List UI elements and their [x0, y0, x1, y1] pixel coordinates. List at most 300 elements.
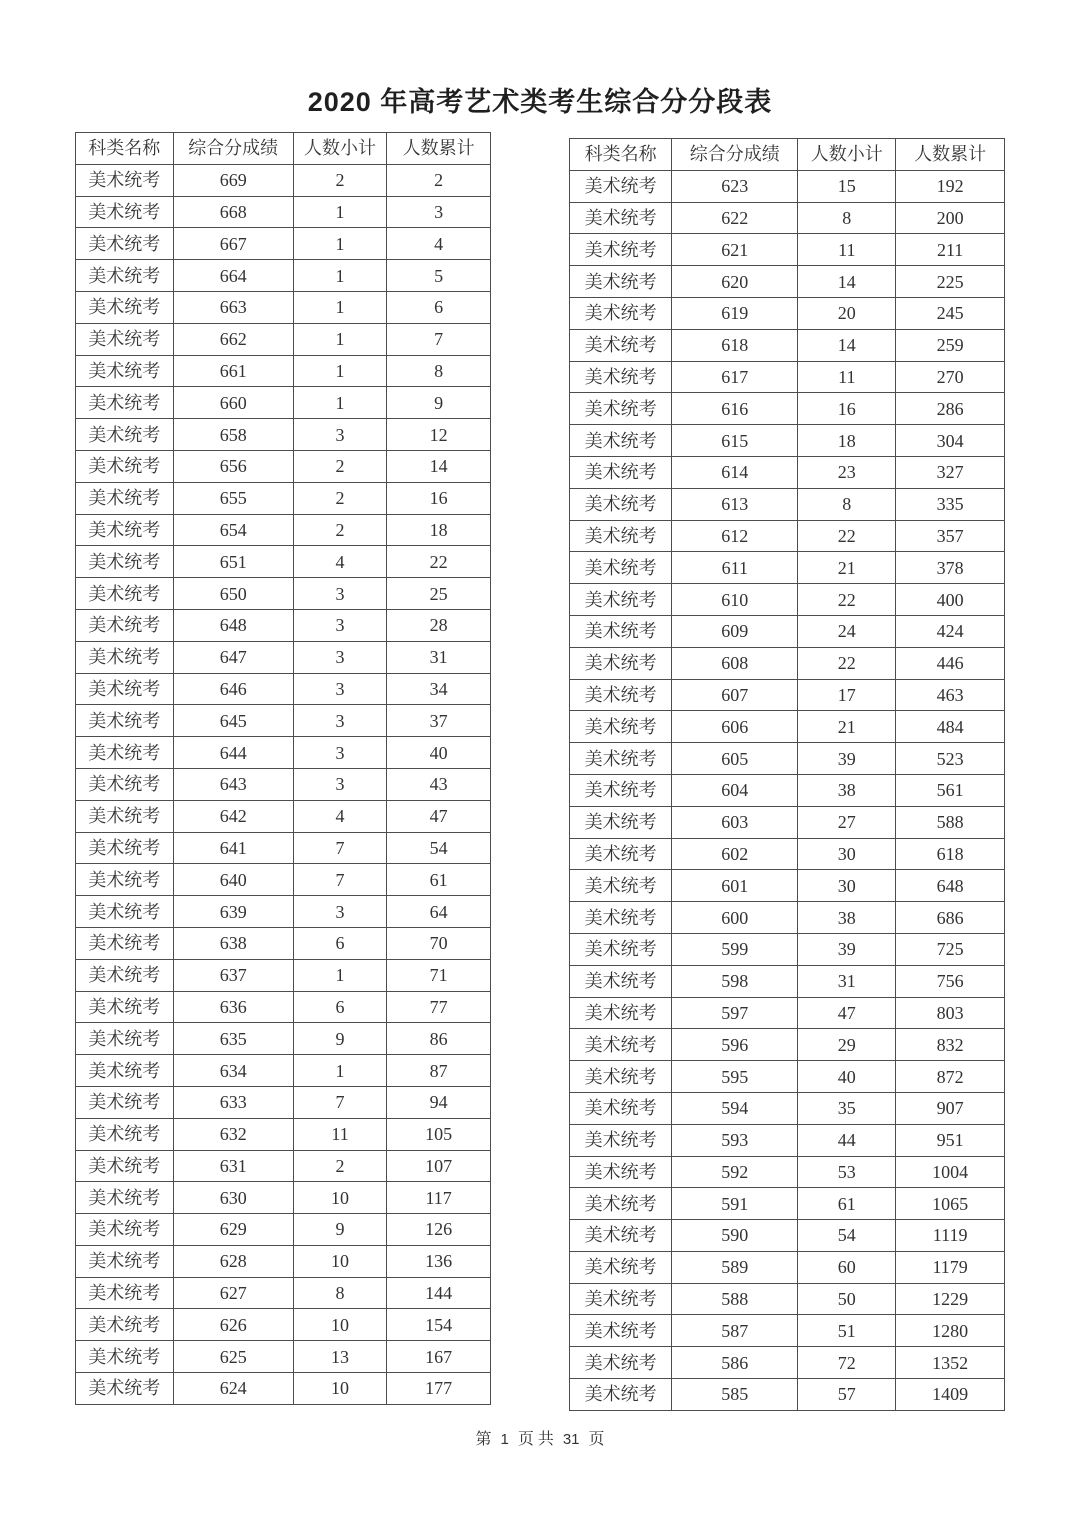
cell-subtotal: 1	[293, 196, 386, 228]
cell-score: 650	[173, 578, 293, 610]
cell-score: 646	[173, 673, 293, 705]
table-row	[570, 679, 1005, 711]
table-row	[570, 234, 1005, 266]
cell-subtotal: 39	[798, 933, 896, 965]
cell-cumulative: 71	[387, 959, 491, 991]
cell-category: 美术统考	[570, 838, 672, 870]
cell-cumulative: 270	[896, 361, 1005, 393]
cell-category: 美术统考	[76, 896, 174, 928]
cell-score: 620	[672, 266, 798, 298]
cell-score: 598	[672, 965, 798, 997]
table-row	[76, 896, 491, 928]
cell-cumulative: 144	[387, 1277, 491, 1309]
cell-subtotal: 3	[293, 578, 386, 610]
cell-category: 美术统考	[570, 1379, 672, 1411]
cell-cumulative: 225	[896, 266, 1005, 298]
cell-subtotal: 17	[798, 679, 896, 711]
table-row	[76, 164, 491, 196]
cell-score: 632	[173, 1118, 293, 1150]
cell-cumulative: 167	[387, 1341, 491, 1373]
cell-score: 662	[173, 323, 293, 355]
table-row	[76, 832, 491, 864]
cell-subtotal: 9	[293, 1023, 386, 1055]
cell-subtotal: 6	[293, 927, 386, 959]
table-row	[570, 552, 1005, 584]
cell-score: 607	[672, 679, 798, 711]
cell-score: 585	[672, 1379, 798, 1411]
cell-score: 601	[672, 870, 798, 902]
table-row	[76, 1341, 491, 1373]
cell-subtotal: 3	[293, 737, 386, 769]
cell-subtotal: 54	[798, 1220, 896, 1252]
table-row	[76, 323, 491, 355]
cell-cumulative: 424	[896, 615, 1005, 647]
cell-category: 美术统考	[570, 1092, 672, 1124]
cell-category: 美术统考	[76, 419, 174, 451]
cell-score: 618	[672, 329, 798, 361]
cell-score: 664	[173, 260, 293, 292]
cell-score: 592	[672, 1156, 798, 1188]
cell-score: 600	[672, 902, 798, 934]
cell-score: 633	[173, 1086, 293, 1118]
cell-category: 美术统考	[570, 965, 672, 997]
cell-cumulative: 8	[387, 355, 491, 387]
cell-score: 599	[672, 933, 798, 965]
table-row	[76, 959, 491, 991]
table-row	[570, 361, 1005, 393]
cell-subtotal: 18	[798, 425, 896, 457]
cell-category: 美术统考	[570, 711, 672, 743]
cell-score: 651	[173, 546, 293, 578]
cell-score: 619	[672, 297, 798, 329]
current-page-number: 1	[500, 1430, 509, 1448]
table-row	[76, 609, 491, 641]
cell-score: 642	[173, 800, 293, 832]
cell-subtotal: 3	[293, 896, 386, 928]
cell-cumulative: 94	[387, 1086, 491, 1118]
cell-score: 609	[672, 615, 798, 647]
cell-subtotal: 2	[293, 482, 386, 514]
cell-category: 美术统考	[76, 450, 174, 482]
header-subtotal: 人数小计	[798, 139, 896, 171]
cell-cumulative: 803	[896, 997, 1005, 1029]
cell-score: 669	[173, 164, 293, 196]
cell-score: 615	[672, 425, 798, 457]
cell-cumulative: 907	[896, 1092, 1005, 1124]
cell-subtotal: 57	[798, 1379, 896, 1411]
cell-cumulative: 1119	[896, 1220, 1005, 1252]
table-row	[570, 1156, 1005, 1188]
table-row	[570, 266, 1005, 298]
cell-subtotal: 14	[798, 329, 896, 361]
cell-subtotal: 44	[798, 1124, 896, 1156]
cell-cumulative: 648	[896, 870, 1005, 902]
table-row	[570, 1379, 1005, 1411]
cell-score: 661	[173, 355, 293, 387]
cell-subtotal: 7	[293, 832, 386, 864]
table-row	[76, 419, 491, 451]
cell-subtotal: 6	[293, 991, 386, 1023]
cell-category: 美术统考	[570, 266, 672, 298]
page-title: 2020 年高考艺术类考生综合分分段表	[307, 87, 773, 117]
cell-score: 626	[173, 1309, 293, 1341]
cell-category: 美术统考	[76, 991, 174, 1023]
cell-cumulative: 6	[387, 291, 491, 323]
cell-subtotal: 1	[293, 291, 386, 323]
cell-category: 美术统考	[76, 323, 174, 355]
cell-subtotal: 4	[293, 546, 386, 578]
cell-cumulative: 54	[387, 832, 491, 864]
table-row	[76, 514, 491, 546]
table-row	[570, 870, 1005, 902]
cell-cumulative: 34	[387, 673, 491, 705]
cell-subtotal: 1	[293, 355, 386, 387]
cell-subtotal: 3	[293, 768, 386, 800]
cell-subtotal: 10	[293, 1309, 386, 1341]
cell-score: 629	[173, 1214, 293, 1246]
cell-category: 美术统考	[570, 361, 672, 393]
cell-subtotal: 1	[293, 387, 386, 419]
cell-subtotal: 29	[798, 1029, 896, 1061]
cell-score: 624	[173, 1373, 293, 1405]
cell-cumulative: 446	[896, 647, 1005, 679]
cell-category: 美术统考	[76, 291, 174, 323]
table-row	[570, 1061, 1005, 1093]
cell-category: 美术统考	[76, 737, 174, 769]
table-row	[570, 1315, 1005, 1347]
cell-subtotal: 15	[798, 170, 896, 202]
table-row	[76, 228, 491, 260]
cell-subtotal: 22	[798, 584, 896, 616]
table-row	[570, 774, 1005, 806]
cell-score: 586	[672, 1347, 798, 1379]
header-subtotal: 人数小计	[293, 133, 386, 165]
cell-cumulative: 1352	[896, 1347, 1005, 1379]
table-row	[570, 520, 1005, 552]
cell-category: 美术统考	[570, 456, 672, 488]
cell-category: 美术统考	[570, 520, 672, 552]
table-row	[76, 260, 491, 292]
header-cumulative: 人数累计	[387, 133, 491, 165]
cell-category: 美术统考	[76, 1150, 174, 1182]
cell-category: 美术统考	[570, 584, 672, 616]
cell-subtotal: 8	[798, 202, 896, 234]
cell-subtotal: 3	[293, 641, 386, 673]
cell-score: 616	[672, 393, 798, 425]
table-row	[76, 578, 491, 610]
table-row	[76, 387, 491, 419]
cell-cumulative: 561	[896, 774, 1005, 806]
table-row	[570, 456, 1005, 488]
cell-score: 637	[173, 959, 293, 991]
cell-score: 648	[173, 609, 293, 641]
cell-subtotal: 10	[293, 1373, 386, 1405]
cell-cumulative: 64	[387, 896, 491, 928]
cell-score: 596	[672, 1029, 798, 1061]
cell-score: 627	[173, 1277, 293, 1309]
cell-score: 654	[173, 514, 293, 546]
cell-subtotal: 1	[293, 260, 386, 292]
tables-container	[0, 132, 1080, 1411]
table-row	[570, 425, 1005, 457]
cell-category: 美术统考	[570, 329, 672, 361]
cell-category: 美术统考	[570, 902, 672, 934]
cell-cumulative: 177	[387, 1373, 491, 1405]
cell-cumulative: 86	[387, 1023, 491, 1055]
cell-cumulative: 335	[896, 488, 1005, 520]
cell-score: 602	[672, 838, 798, 870]
table-row	[76, 450, 491, 482]
table-row	[76, 1150, 491, 1182]
cell-category: 美术统考	[76, 260, 174, 292]
cell-cumulative: 31	[387, 641, 491, 673]
cell-category: 美术统考	[76, 514, 174, 546]
cell-subtotal: 1	[293, 323, 386, 355]
table-row	[76, 1214, 491, 1246]
table-row	[570, 902, 1005, 934]
cell-cumulative: 872	[896, 1061, 1005, 1093]
cell-score: 644	[173, 737, 293, 769]
cell-subtotal: 11	[293, 1118, 386, 1150]
table-row	[76, 641, 491, 673]
cell-subtotal: 1	[293, 959, 386, 991]
table-row	[570, 1092, 1005, 1124]
table-row	[570, 615, 1005, 647]
cell-category: 美术统考	[570, 488, 672, 520]
cell-cumulative: 523	[896, 743, 1005, 775]
table-header	[76, 133, 491, 165]
table-row	[570, 743, 1005, 775]
cell-subtotal: 61	[798, 1188, 896, 1220]
cell-category: 美术统考	[570, 1283, 672, 1315]
table-row	[76, 705, 491, 737]
table-row	[570, 329, 1005, 361]
cell-score: 594	[672, 1092, 798, 1124]
cell-subtotal: 20	[798, 297, 896, 329]
cell-cumulative: 5	[387, 260, 491, 292]
table-body-right	[570, 170, 1005, 1410]
cell-cumulative: 77	[387, 991, 491, 1023]
cell-cumulative: 686	[896, 902, 1005, 934]
cell-score: 634	[173, 1055, 293, 1087]
cell-cumulative: 70	[387, 927, 491, 959]
cell-subtotal: 22	[798, 520, 896, 552]
cell-category: 美术统考	[76, 1182, 174, 1214]
cell-category: 美术统考	[570, 1156, 672, 1188]
cell-cumulative: 1229	[896, 1283, 1005, 1315]
cell-category: 美术统考	[570, 1029, 672, 1061]
header-category: 科类名称	[570, 139, 672, 171]
cell-subtotal: 13	[293, 1341, 386, 1373]
cell-category: 美术统考	[570, 806, 672, 838]
cell-subtotal: 1	[293, 1055, 386, 1087]
page-footer	[0, 1426, 1080, 1449]
table-row	[570, 1124, 1005, 1156]
cell-subtotal: 24	[798, 615, 896, 647]
cell-score: 635	[173, 1023, 293, 1055]
cell-cumulative: 832	[896, 1029, 1005, 1061]
table-row	[570, 1188, 1005, 1220]
cell-category: 美术统考	[76, 578, 174, 610]
cell-subtotal: 53	[798, 1156, 896, 1188]
table-row	[76, 927, 491, 959]
cell-score: 606	[672, 711, 798, 743]
cell-cumulative: 211	[896, 234, 1005, 266]
cell-cumulative: 25	[387, 578, 491, 610]
cell-subtotal: 14	[798, 266, 896, 298]
cell-cumulative: 12	[387, 419, 491, 451]
cell-cumulative: 304	[896, 425, 1005, 457]
cell-subtotal: 10	[293, 1245, 386, 1277]
cell-subtotal: 10	[293, 1182, 386, 1214]
cell-score: 593	[672, 1124, 798, 1156]
cell-subtotal: 8	[293, 1277, 386, 1309]
cell-cumulative: 951	[896, 1124, 1005, 1156]
cell-score: 643	[173, 768, 293, 800]
cell-category: 美术统考	[76, 673, 174, 705]
cell-category: 美术统考	[570, 1347, 672, 1379]
cell-category: 美术统考	[76, 1373, 174, 1405]
cell-subtotal: 38	[798, 774, 896, 806]
cell-score: 614	[672, 456, 798, 488]
cell-score: 631	[173, 1150, 293, 1182]
cell-score: 587	[672, 1315, 798, 1347]
cell-category: 美术统考	[570, 615, 672, 647]
cell-subtotal: 2	[293, 164, 386, 196]
cell-subtotal: 39	[798, 743, 896, 775]
cell-subtotal: 3	[293, 673, 386, 705]
table-row	[76, 1055, 491, 1087]
table-row	[76, 737, 491, 769]
table-row	[76, 1182, 491, 1214]
cell-cumulative: 9	[387, 387, 491, 419]
cell-category: 美术统考	[570, 297, 672, 329]
cell-score: 628	[173, 1245, 293, 1277]
cell-cumulative: 245	[896, 297, 1005, 329]
header-row	[570, 139, 1005, 171]
table-row	[76, 864, 491, 896]
cell-category: 美术统考	[76, 546, 174, 578]
cell-category: 美术统考	[76, 1309, 174, 1341]
table-row	[76, 1086, 491, 1118]
cell-subtotal: 2	[293, 1150, 386, 1182]
table-row	[570, 838, 1005, 870]
cell-subtotal: 21	[798, 552, 896, 584]
cell-category: 美术统考	[570, 1124, 672, 1156]
cell-cumulative: 126	[387, 1214, 491, 1246]
footer-mid: 页 共	[517, 1430, 554, 1448]
table-row	[76, 1277, 491, 1309]
table-row	[76, 1373, 491, 1405]
cell-subtotal: 72	[798, 1347, 896, 1379]
cell-subtotal: 16	[798, 393, 896, 425]
cell-score: 621	[672, 234, 798, 266]
cell-category: 美术统考	[570, 393, 672, 425]
cell-cumulative: 40	[387, 737, 491, 769]
cell-score: 656	[173, 450, 293, 482]
cell-score: 647	[173, 641, 293, 673]
cell-subtotal: 38	[798, 902, 896, 934]
cell-cumulative: 327	[896, 456, 1005, 488]
table-row	[76, 1023, 491, 1055]
cell-cumulative: 16	[387, 482, 491, 514]
cell-score: 655	[173, 482, 293, 514]
cell-cumulative: 756	[896, 965, 1005, 997]
cell-score: 612	[672, 520, 798, 552]
cell-subtotal: 3	[293, 609, 386, 641]
cell-subtotal: 27	[798, 806, 896, 838]
cell-category: 美术统考	[570, 933, 672, 965]
cell-subtotal: 35	[798, 1092, 896, 1124]
cell-score: 668	[173, 196, 293, 228]
cell-subtotal: 51	[798, 1315, 896, 1347]
cell-category: 美术统考	[76, 1277, 174, 1309]
cell-category: 美术统考	[76, 482, 174, 514]
score-table-right	[569, 138, 1005, 1411]
cell-category: 美术统考	[570, 234, 672, 266]
cell-subtotal: 3	[293, 419, 386, 451]
cell-score: 630	[173, 1182, 293, 1214]
cell-cumulative: 463	[896, 679, 1005, 711]
table-row	[570, 711, 1005, 743]
cell-score: 590	[672, 1220, 798, 1252]
cell-cumulative: 400	[896, 584, 1005, 616]
cell-cumulative: 1179	[896, 1251, 1005, 1283]
table-row	[570, 488, 1005, 520]
table-row	[76, 800, 491, 832]
cell-cumulative: 7	[387, 323, 491, 355]
cell-category: 美术统考	[570, 774, 672, 806]
table-row	[76, 355, 491, 387]
cell-category: 美术统考	[76, 1245, 174, 1277]
cell-category: 美术统考	[570, 1188, 672, 1220]
cell-cumulative: 43	[387, 768, 491, 800]
table-row	[570, 202, 1005, 234]
cell-category: 美术统考	[76, 1023, 174, 1055]
cell-category: 美术统考	[570, 870, 672, 902]
cell-score: 667	[173, 228, 293, 260]
cell-cumulative: 1004	[896, 1156, 1005, 1188]
cell-subtotal: 2	[293, 514, 386, 546]
cell-category: 美术统考	[76, 196, 174, 228]
cell-subtotal: 30	[798, 870, 896, 902]
cell-category: 美术统考	[570, 997, 672, 1029]
cell-cumulative: 14	[387, 450, 491, 482]
header-score: 综合分成绩	[173, 133, 293, 165]
cell-score: 591	[672, 1188, 798, 1220]
table-row	[570, 1251, 1005, 1283]
table-row	[570, 1347, 1005, 1379]
table-row	[76, 673, 491, 705]
cell-score: 617	[672, 361, 798, 393]
cell-cumulative: 618	[896, 838, 1005, 870]
cell-score: 597	[672, 997, 798, 1029]
cell-score: 608	[672, 647, 798, 679]
cell-subtotal: 40	[798, 1061, 896, 1093]
cell-category: 美术统考	[570, 743, 672, 775]
table-row	[570, 170, 1005, 202]
cell-score: 645	[173, 705, 293, 737]
cell-cumulative: 1065	[896, 1188, 1005, 1220]
table-row	[76, 196, 491, 228]
table-row	[76, 546, 491, 578]
cell-category: 美术统考	[570, 552, 672, 584]
cell-category: 美术统考	[76, 387, 174, 419]
cell-subtotal: 23	[798, 456, 896, 488]
cell-score: 640	[173, 864, 293, 896]
cell-cumulative: 725	[896, 933, 1005, 965]
cell-category: 美术统考	[76, 609, 174, 641]
